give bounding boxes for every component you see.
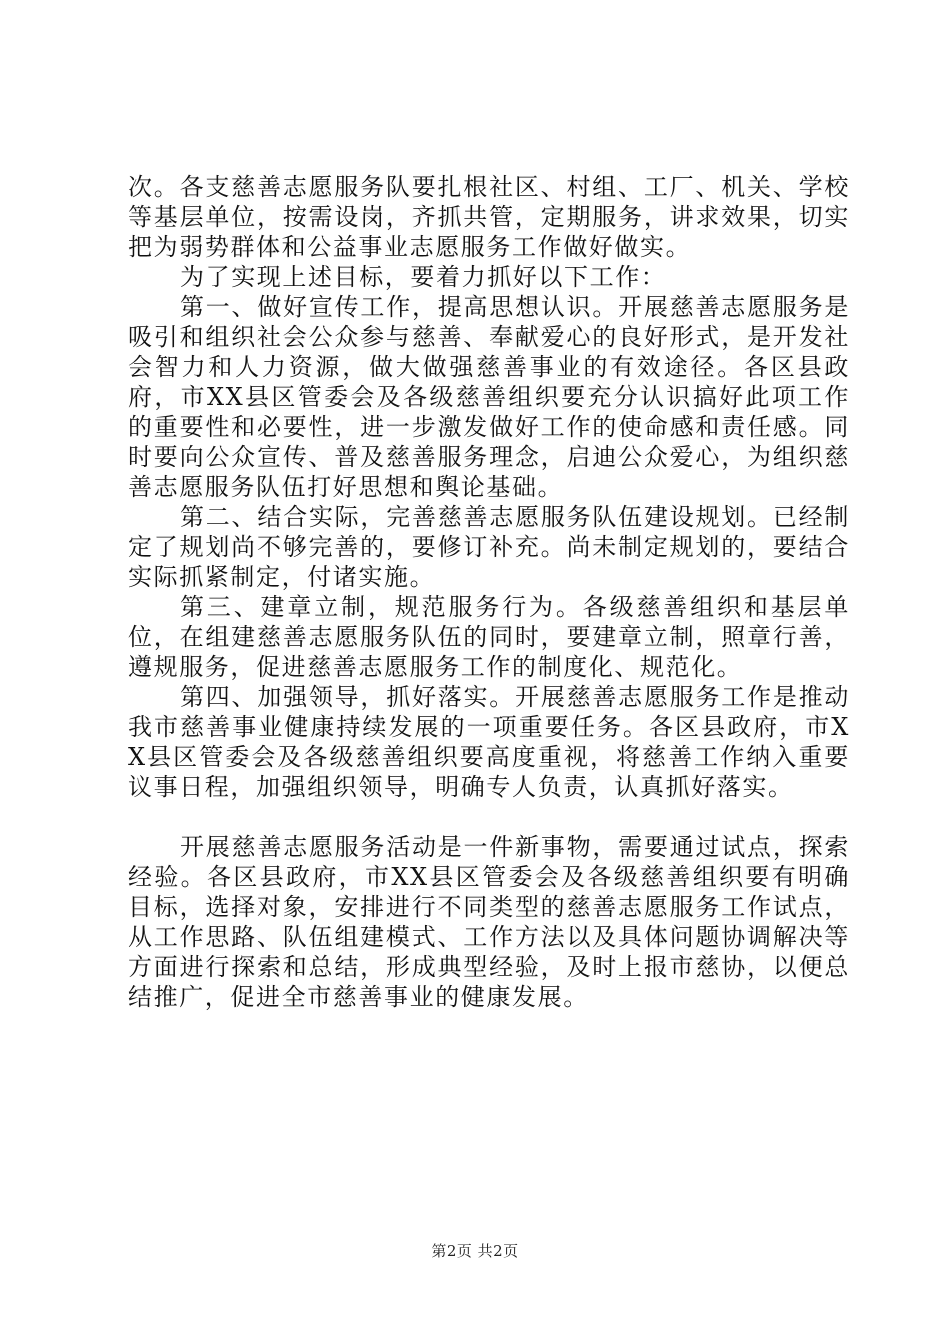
paragraph-intro: 为了实现上述目标，要着力抓好以下工作： <box>180 263 667 291</box>
paragraph-item-1: 第一、做好宣传工作，提高思想认识。开展慈善志愿服务是吸引和组织社会公众参与慈善、奉献爱心的良好形式，是开发社会智力和人力资源，做大做强慈善事业的有效途径。各区县政府，市XX县区管委会及各级慈善组织要充分认识搞好此项工作的重要性和必要性，进一步激发做好工作的使命感和责任感。同时要向公众宣传、普及慈善服务理念，启迪公众爱心，为组织慈善志愿服务队伍打好思想和舆论基础。 <box>128 293 850 501</box>
paragraph-conclusion: 开展慈善志愿服务活动是一件新事物，需要通过试点，探索经验。各区县政府，市XX县区管委会及各级慈善组织要有明确目标，选择对象，安排进行不同类型的慈善志愿服务工作试点，从工作思路、队伍组建模式、工作方法以及具体问题协调解决等方面进行探索和总结，形成典型经验，及时上报市慈协，以便总结推广，促进全市慈善事业的健康发展。 <box>128 833 850 1011</box>
document-body <box>128 172 850 1012</box>
paragraph-continuation: 次。各支慈善志愿服务队要扎根社区、村组、工厂、机关、学校等基层单位，按需设岗，齐抓共管，定期服务，讲求效果，切实把为弱势群体和公益事业志愿服务工作做好做实。 <box>128 173 850 261</box>
paragraph-item-2: 第二、结合实际，完善慈善志愿服务队伍建设规划。已经制定了规划尚不够完善的，要修订补充。尚未制定规划的，要结合实际抓紧制定，付诸实施。 <box>128 503 850 591</box>
paragraph-item-3: 第三、建章立制，规范服务行为。各级慈善组织和基层单位，在组建慈善志愿服务队伍的同时，要建章立制，照章行善，遵规服务，促进慈善志愿服务工作的制度化、规范化。 <box>128 593 850 681</box>
paragraph-item-4: 第四、加强领导，抓好落实。开展慈善志愿服务工作是推动我市慈善事业健康持续发展的一项重要任务。各区县政府，市XX县区管委会及各级慈善组织要高度重视，将慈善工作纳入重要议事日程，加强组织领导，明确专人负责，认真抓好落实。 <box>128 683 850 801</box>
page-number-footer: 第2页 共2页 <box>431 1242 519 1260</box>
